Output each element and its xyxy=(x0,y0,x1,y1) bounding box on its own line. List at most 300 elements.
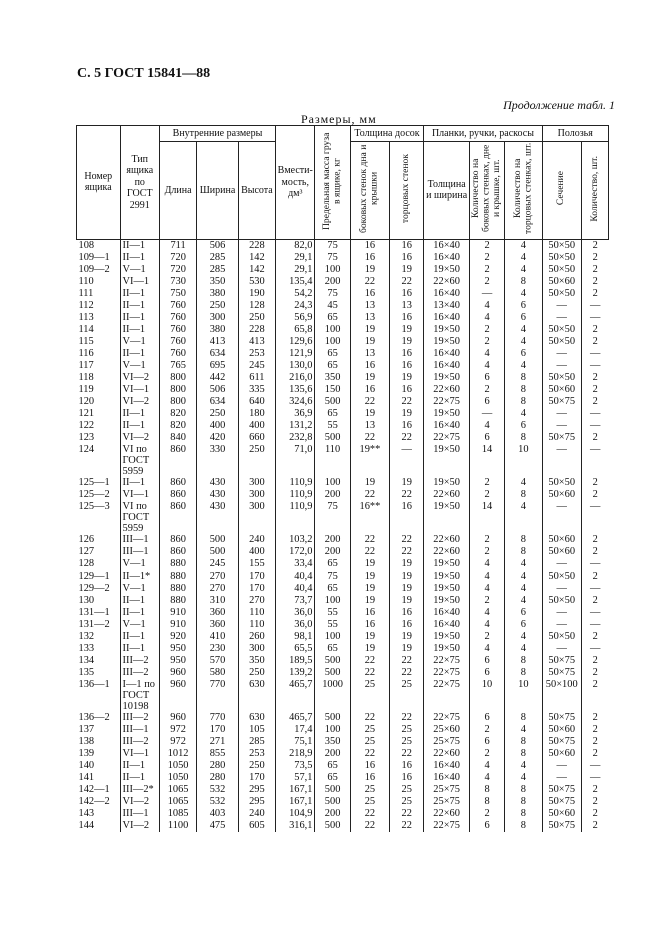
row-section: — xyxy=(542,583,581,595)
row-qty-end: 8 xyxy=(505,489,542,501)
row-side-walls: 16 xyxy=(350,772,389,784)
row-section: 50×60 xyxy=(542,808,581,820)
row-section: 50×50 xyxy=(542,595,581,607)
row-qty-end: 8 xyxy=(505,655,542,667)
row-max-mass: 500 xyxy=(315,784,350,796)
row-skid-qty: 2 xyxy=(581,432,608,444)
table-row xyxy=(77,820,609,832)
row-number: 144 xyxy=(78,820,95,832)
row-end-walls: 25 xyxy=(390,796,424,808)
row-qty-end: 8 xyxy=(505,784,542,796)
row-section: 50×60 xyxy=(542,384,581,396)
row-length: 800 xyxy=(159,384,196,396)
row-height: 640 xyxy=(238,396,275,408)
row-qty-side: 4 xyxy=(469,571,504,583)
row-capacity: 129,6 xyxy=(276,336,315,348)
row-plank: 22×60 xyxy=(424,748,470,760)
row-type: II—1 xyxy=(120,760,159,772)
row-type: III—2 xyxy=(120,667,159,679)
row-max-mass: 200 xyxy=(315,276,350,288)
row-length: 860 xyxy=(159,444,196,477)
row-type: II—1 xyxy=(120,607,159,619)
row-max-mass: 55 xyxy=(315,420,350,432)
row-side-walls: 22 xyxy=(350,712,389,724)
col-number: Номер ящика xyxy=(77,126,121,240)
row-width: 532 xyxy=(197,796,238,808)
row-side-walls: 19 xyxy=(350,477,389,489)
row-plank: 16×40 xyxy=(424,607,470,619)
row-side-walls: 16 xyxy=(350,360,389,372)
row-side-walls: 19 xyxy=(350,595,389,607)
row-qty-side: 2 xyxy=(469,239,504,252)
table-row xyxy=(77,264,609,276)
row-side-walls: 25 xyxy=(350,679,389,712)
row-end-walls: 19 xyxy=(390,372,424,384)
row-length: 860 xyxy=(159,546,196,558)
row-number: 123 xyxy=(78,432,95,444)
row-qty-side: 6 xyxy=(469,396,504,408)
row-capacity: 36,0 xyxy=(276,619,315,631)
row-end-walls: 22 xyxy=(390,534,424,546)
row-max-mass: 500 xyxy=(315,396,350,408)
row-end-walls: 22 xyxy=(390,432,424,444)
table-row xyxy=(77,420,609,432)
row-capacity: 316,1 xyxy=(276,820,315,832)
row-side-walls: 16 xyxy=(350,252,389,264)
row-number: 119 xyxy=(78,384,94,396)
row-qty-side: 14 xyxy=(469,501,504,534)
row-number: 138 xyxy=(78,736,95,748)
row-end-walls: 19 xyxy=(390,571,424,583)
row-skid-qty: 2 xyxy=(581,679,608,712)
row-section: — xyxy=(542,619,581,631)
row-width: 350 xyxy=(197,276,238,288)
row-max-mass: 55 xyxy=(315,619,350,631)
row-number: 124 xyxy=(78,444,95,456)
units-caption: Размеры, мм xyxy=(301,112,377,126)
row-section: 50×50 xyxy=(542,477,581,489)
row-width: 250 xyxy=(197,408,238,420)
row-type: III—1 xyxy=(120,546,159,558)
row-width: 475 xyxy=(197,820,238,832)
row-end-walls: 16 xyxy=(390,501,424,534)
row-number: 109—2 xyxy=(78,263,110,275)
table-row xyxy=(77,655,609,667)
row-plank: 22×60 xyxy=(424,808,470,820)
row-skid-qty: 2 xyxy=(581,655,608,667)
row-section: 50×75 xyxy=(542,796,581,808)
col-inner-dims: Внутренние размеры xyxy=(159,126,275,142)
row-skid-qty: 2 xyxy=(581,712,608,724)
row-number: 126 xyxy=(78,534,95,546)
row-type: II—1 xyxy=(120,595,159,607)
row-side-walls: 19 xyxy=(350,336,389,348)
table-row xyxy=(77,300,609,312)
table-row xyxy=(77,288,609,300)
row-length: 800 xyxy=(159,372,196,384)
row-capacity: 139,2 xyxy=(276,667,315,679)
row-side-walls: 22 xyxy=(350,667,389,679)
row-capacity: 110,9 xyxy=(276,489,315,501)
row-width: 270 xyxy=(197,583,238,595)
row-qty-end: 4 xyxy=(505,760,542,772)
row-type: VI—1 xyxy=(120,384,159,396)
row-end-walls: 22 xyxy=(390,489,424,501)
row-width: 500 xyxy=(197,534,238,546)
row-max-mass: 65 xyxy=(315,348,350,360)
row-capacity: 465,7 xyxy=(276,679,315,712)
row-side-walls: 19 xyxy=(350,643,389,655)
row-qty-side: 2 xyxy=(469,534,504,546)
row-height: 253 xyxy=(238,748,275,760)
row-end-walls: 25 xyxy=(390,784,424,796)
row-width: 506 xyxy=(197,384,238,396)
row-side-walls: 19 xyxy=(350,631,389,643)
row-max-mass: 200 xyxy=(315,489,350,501)
row-capacity: 56,9 xyxy=(276,312,315,324)
row-qty-end: 6 xyxy=(505,420,542,432)
row-section: — xyxy=(542,360,581,372)
row-skid-qty: 2 xyxy=(581,736,608,748)
row-width: 280 xyxy=(197,772,238,784)
row-qty-end: 8 xyxy=(505,736,542,748)
row-section: 50×100 xyxy=(542,679,581,712)
table-row xyxy=(77,239,609,252)
row-width: 413 xyxy=(197,336,238,348)
table-row xyxy=(77,336,609,348)
row-end-walls: 19 xyxy=(390,583,424,595)
row-number: 116 xyxy=(78,347,94,359)
row-skid-qty: 2 xyxy=(581,546,608,558)
row-length: 760 xyxy=(159,348,196,360)
row-number: 132 xyxy=(78,630,95,642)
row-width: 330 xyxy=(197,444,238,477)
row-max-mass: 100 xyxy=(315,324,350,336)
row-end-walls: 19 xyxy=(390,324,424,336)
row-width: 580 xyxy=(197,667,238,679)
col-height: Высота xyxy=(238,142,275,240)
row-width: 230 xyxy=(197,643,238,655)
table-row xyxy=(77,796,609,808)
row-capacity: 167,1 xyxy=(276,784,315,796)
row-plank: 19×50 xyxy=(424,372,470,384)
row-max-mass: 350 xyxy=(315,736,350,748)
row-number: 125—2 xyxy=(78,489,110,501)
row-type: III—2 xyxy=(120,655,159,667)
row-end-walls: 16 xyxy=(390,288,424,300)
row-section: — xyxy=(542,772,581,784)
row-end-walls: 22 xyxy=(390,655,424,667)
col-capacity: Вмести-мость, дм³ xyxy=(276,126,315,240)
row-plank: 22×60 xyxy=(424,534,470,546)
row-max-mass: 200 xyxy=(315,748,350,760)
row-qty-end: 4 xyxy=(505,264,542,276)
row-max-mass: 65 xyxy=(315,360,350,372)
row-capacity: 36,9 xyxy=(276,408,315,420)
row-max-mass: 75 xyxy=(315,501,350,534)
row-capacity: 24,3 xyxy=(276,300,315,312)
row-qty-end: 8 xyxy=(505,276,542,288)
row-side-walls: 19 xyxy=(350,408,389,420)
row-side-walls: 19 xyxy=(350,583,389,595)
row-width: 271 xyxy=(197,736,238,748)
row-height: 253 xyxy=(238,348,275,360)
row-type: II—1 xyxy=(120,288,159,300)
row-length: 950 xyxy=(159,655,196,667)
row-plank: 19×50 xyxy=(424,324,470,336)
row-max-mass: 65 xyxy=(315,583,350,595)
row-max-mass: 500 xyxy=(315,655,350,667)
row-width: 300 xyxy=(197,312,238,324)
row-qty-end: 4 xyxy=(505,724,542,736)
row-plank: 19×50 xyxy=(424,408,470,420)
row-type: II—1* xyxy=(120,571,159,583)
row-section: — xyxy=(542,643,581,655)
row-qty-side: 4 xyxy=(469,420,504,432)
row-length: 910 xyxy=(159,619,196,631)
row-qty-side: 2 xyxy=(469,489,504,501)
row-type: II—1 xyxy=(120,324,159,336)
row-qty-side: 4 xyxy=(469,312,504,324)
table-row xyxy=(77,276,609,288)
row-length: 750 xyxy=(159,288,196,300)
row-length: 972 xyxy=(159,724,196,736)
table-row xyxy=(77,643,609,655)
row-section: 50×75 xyxy=(542,712,581,724)
row-capacity: 103,2 xyxy=(276,534,315,546)
row-length: 760 xyxy=(159,312,196,324)
table-row xyxy=(77,558,609,570)
row-type: III—1 xyxy=(120,808,159,820)
row-qty-end: 4 xyxy=(505,408,542,420)
row-width: 532 xyxy=(197,784,238,796)
row-capacity: 73,5 xyxy=(276,760,315,772)
row-type: V—1 xyxy=(120,619,159,631)
row-skid-qty: 2 xyxy=(581,571,608,583)
row-qty-side: 4 xyxy=(469,558,504,570)
table-row xyxy=(77,679,609,712)
row-max-mass: 100 xyxy=(315,724,350,736)
row-end-walls: 16 xyxy=(390,619,424,631)
row-qty-end: 4 xyxy=(505,631,542,643)
row-length: 960 xyxy=(159,679,196,712)
row-section: 50×50 xyxy=(542,252,581,264)
row-number: 114 xyxy=(78,323,94,335)
row-qty-side: 14 xyxy=(469,444,504,477)
row-qty-side: 2 xyxy=(469,276,504,288)
row-type: II—1 xyxy=(120,420,159,432)
row-width: 403 xyxy=(197,808,238,820)
table-body xyxy=(77,239,609,832)
row-plank: 22×75 xyxy=(424,820,470,832)
row-length: 880 xyxy=(159,571,196,583)
row-skid-qty: — xyxy=(581,312,608,324)
row-qty-end: 10 xyxy=(505,679,542,712)
row-end-walls: 22 xyxy=(390,396,424,408)
row-skid-qty: 2 xyxy=(581,264,608,276)
dimensions-table xyxy=(76,125,609,832)
row-width: 380 xyxy=(197,324,238,336)
row-height: 295 xyxy=(238,784,275,796)
row-qty-end: 8 xyxy=(505,820,542,832)
row-capacity: 54,2 xyxy=(276,288,315,300)
row-height: 170 xyxy=(238,583,275,595)
row-number: 120 xyxy=(78,396,95,408)
row-number: 134 xyxy=(78,654,95,666)
table-row xyxy=(77,571,609,583)
row-capacity: 104,9 xyxy=(276,808,315,820)
row-length: 950 xyxy=(159,643,196,655)
row-length: 730 xyxy=(159,276,196,288)
row-max-mass: 150 xyxy=(315,384,350,396)
row-side-walls: 22 xyxy=(350,489,389,501)
row-max-mass: 500 xyxy=(315,712,350,724)
row-height: 250 xyxy=(238,760,275,772)
row-capacity: 135,6 xyxy=(276,384,315,396)
row-skid-qty: — xyxy=(581,444,608,477)
row-length: 860 xyxy=(159,489,196,501)
col-plank-thickness: Толщина и ширина xyxy=(424,142,470,240)
row-end-walls: 19 xyxy=(390,643,424,655)
row-qty-side: 2 xyxy=(469,264,504,276)
row-section: 50×60 xyxy=(542,276,581,288)
row-skid-qty: 2 xyxy=(581,396,608,408)
row-section: — xyxy=(542,300,581,312)
row-number: 109—1 xyxy=(78,251,110,263)
row-qty-end: 4 xyxy=(505,558,542,570)
row-end-walls: — xyxy=(390,444,424,477)
row-length: 720 xyxy=(159,264,196,276)
row-skid-qty: 2 xyxy=(581,276,608,288)
row-length: 1065 xyxy=(159,796,196,808)
row-type: II—1 xyxy=(120,408,159,420)
row-type: II—1 xyxy=(120,631,159,643)
row-qty-side: 2 xyxy=(469,336,504,348)
row-skid-qty: 2 xyxy=(581,631,608,643)
row-section: 50×50 xyxy=(542,372,581,384)
row-capacity: 40,4 xyxy=(276,571,315,583)
row-number: 129—2 xyxy=(78,582,110,594)
row-section: 50×50 xyxy=(542,571,581,583)
row-number: 139 xyxy=(78,748,95,760)
row-side-walls: 22 xyxy=(350,396,389,408)
row-section: 50×60 xyxy=(542,534,581,546)
row-height: 228 xyxy=(238,239,275,252)
row-end-walls: 16 xyxy=(390,360,424,372)
row-number: 115 xyxy=(78,335,94,347)
row-height: 128 xyxy=(238,300,275,312)
row-end-walls: 16 xyxy=(390,772,424,784)
row-plank: 22×60 xyxy=(424,546,470,558)
row-end-walls: 22 xyxy=(390,820,424,832)
row-qty-end: 8 xyxy=(505,796,542,808)
row-capacity: 29,1 xyxy=(276,264,315,276)
row-qty-end: 6 xyxy=(505,607,542,619)
row-capacity: 29,1 xyxy=(276,252,315,264)
row-type: V—1 xyxy=(120,583,159,595)
row-length: 860 xyxy=(159,534,196,546)
row-type: III—2* xyxy=(120,784,159,796)
row-qty-side: 2 xyxy=(469,748,504,760)
row-end-walls: 16 xyxy=(390,239,424,252)
row-length: 760 xyxy=(159,300,196,312)
row-section: — xyxy=(542,607,581,619)
row-plank: 19×50 xyxy=(424,264,470,276)
row-qty-end: 8 xyxy=(505,534,542,546)
row-capacity: 98,1 xyxy=(276,631,315,643)
table-row xyxy=(77,583,609,595)
row-height: 142 xyxy=(238,252,275,264)
row-number: 121 xyxy=(78,408,95,420)
row-skid-qty: 2 xyxy=(581,808,608,820)
col-thickness: Толщина досок xyxy=(350,126,424,142)
table-row xyxy=(77,489,609,501)
row-max-mass: 65 xyxy=(315,408,350,420)
row-side-walls: 16 xyxy=(350,607,389,619)
col-length: Длина xyxy=(159,142,196,240)
row-side-walls: 22 xyxy=(350,820,389,832)
row-skid-qty: 2 xyxy=(581,724,608,736)
row-plank: 16×40 xyxy=(424,312,470,324)
table-row xyxy=(77,444,609,477)
row-skid-qty: 2 xyxy=(581,384,608,396)
page-label: С. 5 ГОСТ 15841—88 xyxy=(77,66,211,81)
row-side-walls: 22 xyxy=(350,432,389,444)
row-skid-qty: 2 xyxy=(581,667,608,679)
row-width: 430 xyxy=(197,477,238,489)
row-number: 131—2 xyxy=(78,618,110,630)
row-skid-qty: — xyxy=(581,501,608,534)
row-max-mass: 65 xyxy=(315,760,350,772)
row-max-mass: 500 xyxy=(315,667,350,679)
row-type: II—1 xyxy=(120,348,159,360)
row-section: 50×60 xyxy=(542,489,581,501)
row-type: V—1 xyxy=(120,558,159,570)
row-skid-qty: — xyxy=(581,643,608,655)
row-qty-side: 2 xyxy=(469,252,504,264)
row-plank: 19×50 xyxy=(424,444,470,477)
row-plank: 22×75 xyxy=(424,712,470,724)
row-skid-qty: 2 xyxy=(581,477,608,489)
col-width: Ширина xyxy=(197,142,238,240)
row-section: 50×50 xyxy=(542,631,581,643)
row-type: VI по ГОСТ 5959 xyxy=(120,444,159,477)
row-width: 285 xyxy=(197,252,238,264)
row-max-mass: 500 xyxy=(315,796,350,808)
row-skid-qty: — xyxy=(581,360,608,372)
row-number: 125—3 xyxy=(78,501,110,513)
row-qty-end: 4 xyxy=(505,477,542,489)
row-capacity: 73,7 xyxy=(276,595,315,607)
row-qty-end: 4 xyxy=(505,501,542,534)
row-qty-side: 6 xyxy=(469,712,504,724)
row-qty-end: 6 xyxy=(505,300,542,312)
row-number: 129—1 xyxy=(78,570,110,582)
row-length: 920 xyxy=(159,631,196,643)
row-plank: 19×50 xyxy=(424,595,470,607)
row-side-walls: 22 xyxy=(350,534,389,546)
row-width: 245 xyxy=(197,558,238,570)
row-qty-end: 4 xyxy=(505,252,542,264)
row-height: 400 xyxy=(238,420,275,432)
row-qty-end: 4 xyxy=(505,336,542,348)
row-skid-qty: — xyxy=(581,760,608,772)
row-height: 240 xyxy=(238,808,275,820)
row-height: 250 xyxy=(238,312,275,324)
row-plank: 16×40 xyxy=(424,760,470,772)
row-side-walls: 16 xyxy=(350,239,389,252)
row-height: 350 xyxy=(238,655,275,667)
